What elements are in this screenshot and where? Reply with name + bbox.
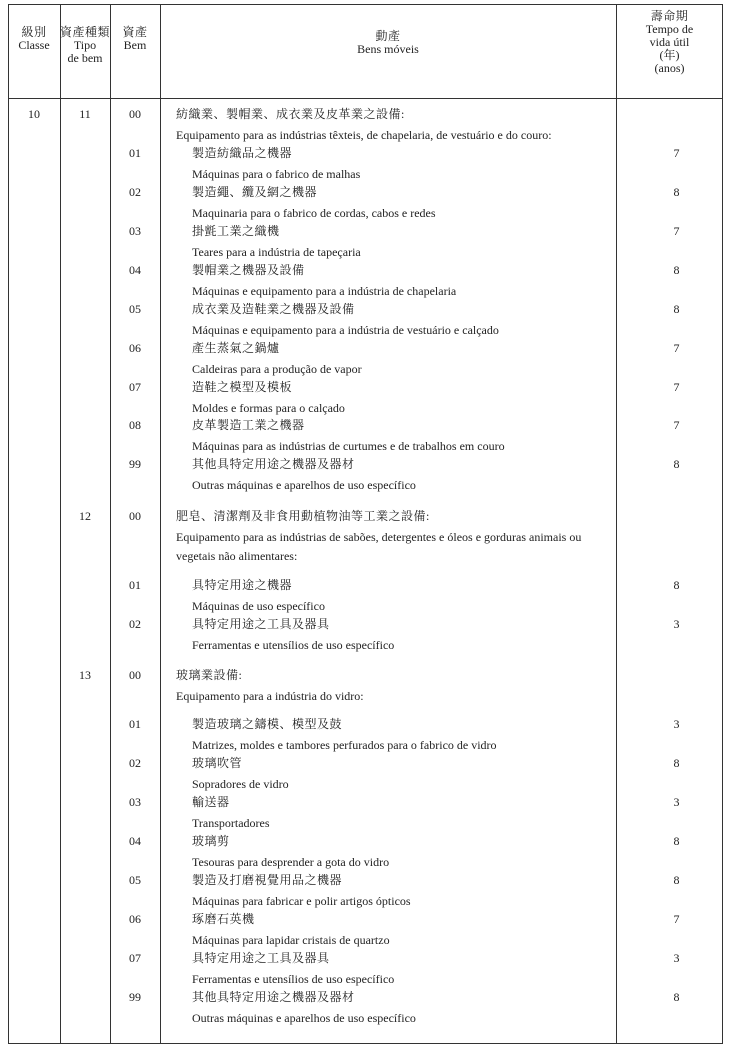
description-pt: Máquinas para fabricar e polir artigos ópticos: [192, 894, 411, 908]
description-pt: Ferramentas e utensílios de uso específico: [192, 972, 395, 986]
cell-bem: 00: [129, 668, 141, 682]
cell-bem: 99: [129, 990, 141, 1004]
description-pt: Equipamento para as indústrias têxteis, de chapelaria, de vestuário e do couro:: [176, 128, 552, 142]
description-pt: Outras máquinas e aparelhos de uso específico: [192, 1011, 416, 1025]
column-divider: [616, 4, 617, 1044]
cell-description: [176, 302, 616, 340]
description-pt: Caldeiras para a produção de vapor: [192, 362, 362, 376]
cell-life: 7: [673, 224, 680, 238]
header-classe-pt: Classe: [18, 38, 50, 52]
description-pt: Máquinas e equipamento para a indústria de vestuário e calçado: [192, 323, 499, 337]
header-life-pt1: Tempo de: [645, 22, 694, 36]
cell-life: 3: [673, 717, 680, 731]
cell-description: [176, 341, 616, 379]
cell-description: [176, 224, 616, 262]
header-classe-zh: 級別: [21, 25, 47, 39]
description-pt: Máquinas para as indústrias de curtumes e de trabalhos em couro: [192, 439, 505, 453]
cell-life: 8: [673, 457, 680, 471]
cell-bem: 01: [129, 146, 141, 160]
cell-bem: 00: [129, 509, 141, 523]
cell-description: [176, 380, 616, 418]
header-bem-zh: 資產: [122, 25, 148, 39]
cell-life: 7: [673, 146, 680, 160]
cell-life: 8: [673, 302, 680, 316]
description-pt: Máquinas para lapidar cristais de quartzo: [192, 933, 390, 947]
cell-description: [176, 668, 616, 706]
cell-description: [176, 509, 616, 566]
description-zh: 皮革製造工業之機器: [192, 418, 305, 432]
cell-description: [176, 146, 616, 184]
description-zh: 產生蒸氣之鍋爐: [192, 341, 280, 355]
header-tipo-pt: Tipo: [73, 38, 97, 52]
cell-life: 8: [673, 185, 680, 199]
description-zh: 製造繩、纜及網之機器: [192, 185, 318, 199]
description-zh: 具特定用途之機器: [192, 578, 293, 592]
cell-bem: 05: [129, 302, 141, 316]
description-pt: Teares para a indústria de tapeçaria: [192, 245, 361, 259]
cell-description: [176, 756, 616, 794]
cell-life: 3: [673, 795, 680, 809]
description-zh: 玻璃吹管: [192, 756, 243, 770]
description-pt: Matrizes, moldes e tambores perfurados para o fabrico de vidro: [192, 738, 497, 752]
column-divider: [160, 4, 161, 1044]
description-zh: 具特定用途之工具及器具: [192, 951, 330, 965]
header-tipo-zh: 資產種類: [60, 25, 111, 39]
description-pt: Ferramentas e utensílios de uso específico: [192, 638, 395, 652]
column-divider: [60, 4, 61, 1044]
cell-bem: 02: [129, 185, 141, 199]
header-life-pt2: vida útil: [649, 35, 690, 49]
cell-description: [176, 185, 616, 223]
cell-description: [176, 873, 616, 911]
description-pt: Máquinas de uso específico: [192, 599, 325, 613]
cell-life: 7: [673, 341, 680, 355]
description-zh: 製造玻璃之鑄模、模型及鼓: [192, 717, 343, 731]
description-zh: 玻璃業設備:: [176, 668, 243, 682]
description-pt: Tesouras para desprender a gota do vidro: [192, 855, 390, 869]
description-zh: 其他具特定用途之機器及器材: [192, 457, 355, 471]
header-desc-zh: 動產: [375, 29, 401, 43]
cell-bem: 02: [129, 617, 141, 631]
cell-bem: 05: [129, 873, 141, 887]
cell-life: 8: [673, 990, 680, 1004]
column-divider: [110, 4, 111, 1044]
description-zh: 掛氈工業之織機: [192, 224, 280, 238]
cell-tipo: 13: [79, 668, 91, 682]
cell-bem: 03: [129, 795, 141, 809]
cell-description: [176, 834, 616, 872]
cell-bem: 06: [129, 912, 141, 926]
cell-tipo: 12: [79, 509, 91, 523]
header-bem-pt: Bem: [123, 38, 147, 52]
description-pt: Equipamento para a indústria do vidro:: [176, 689, 364, 703]
cell-description: [176, 795, 616, 833]
cell-life: 8: [673, 873, 680, 887]
header-desc: [160, 30, 616, 56]
description-zh: 玻璃剪: [192, 834, 230, 848]
cell-tipo: 11: [79, 107, 91, 121]
description-zh: 造鞋之模型及模板: [192, 380, 293, 394]
cell-life: 8: [673, 578, 680, 592]
header-life-zh: 壽命期: [650, 9, 689, 23]
description-pt: Moldes e formas para o calçado: [192, 401, 345, 415]
cell-life: 7: [673, 380, 680, 394]
description-pt: Máquinas para o fabrico de malhas: [192, 167, 361, 181]
cell-bem: 04: [129, 834, 141, 848]
description-zh: 其他具特定用途之機器及器材: [192, 990, 355, 1004]
header-desc-pt: Bens móveis: [357, 42, 419, 56]
cell-description: [176, 990, 616, 1028]
cell-bem: 08: [129, 418, 141, 432]
cell-bem: 01: [129, 578, 141, 592]
cell-description: [176, 418, 616, 456]
description-zh: 製造及打磨視覺用品之機器: [192, 873, 343, 887]
cell-description: [176, 951, 616, 989]
description-zh: 製帽業之機器及設備: [192, 263, 305, 277]
header-divider: [8, 98, 723, 99]
description-zh: 成衣業及造鞋業之機器及設備: [192, 302, 355, 316]
cell-description: [176, 912, 616, 950]
cell-bem: 00: [129, 107, 141, 121]
cell-bem: 07: [129, 951, 141, 965]
header-life: [616, 10, 723, 75]
description-pt: Transportadores: [192, 816, 270, 830]
cell-bem: 99: [129, 457, 141, 471]
cell-description: [176, 578, 616, 616]
header-classe: [8, 26, 60, 52]
cell-bem: 02: [129, 756, 141, 770]
description-zh: 琢磨石英機: [192, 912, 255, 926]
cell-life: 3: [673, 617, 680, 631]
description-zh: 輸送器: [192, 795, 230, 809]
description-pt: Sopradores de vidro: [192, 777, 289, 791]
cell-bem: 01: [129, 717, 141, 731]
cell-classe: 10: [28, 107, 40, 121]
header-life-pt3: (anos): [654, 61, 685, 75]
cell-description: [176, 457, 616, 495]
description-pt: Máquinas e equipamento para a indústria de chapelaria: [192, 284, 457, 298]
description-pt: Outras máquinas e aparelhos de uso específico: [192, 478, 416, 492]
header-bem: [110, 26, 160, 52]
description-zh: 具特定用途之工具及器具: [192, 617, 330, 631]
header-life-zh2: (年): [659, 48, 680, 62]
cell-life: 8: [673, 756, 680, 770]
description-zh: 紡織業、製帽業、成衣業及皮革業之設備:: [176, 107, 405, 121]
cell-bem: 04: [129, 263, 141, 277]
cell-life: 7: [673, 418, 680, 432]
description-zh: 製造紡織品之機器: [192, 146, 293, 160]
header-tipo: [60, 26, 110, 65]
description-zh: 肥皂、清潔劑及非食用動植物油等工業之設備:: [176, 509, 430, 523]
cell-description: [176, 717, 616, 755]
cell-life: 8: [673, 263, 680, 277]
cell-life: 3: [673, 951, 680, 965]
cell-life: 8: [673, 834, 680, 848]
description-pt: Maquinaria para o fabrico de cordas, cabos e redes: [192, 206, 436, 220]
cell-bem: 06: [129, 341, 141, 355]
cell-bem: 03: [129, 224, 141, 238]
description-pt: Equipamento para as indústrias de sabões, detergentes e óleos e gorduras animais ou vegetais não alimentares:: [176, 530, 582, 563]
cell-description: [176, 263, 616, 301]
cell-bem: 07: [129, 380, 141, 394]
cell-description: [176, 617, 616, 655]
header-tipo-pt2: de bem: [67, 51, 103, 65]
cell-description: [176, 107, 616, 145]
cell-life: 7: [673, 912, 680, 926]
